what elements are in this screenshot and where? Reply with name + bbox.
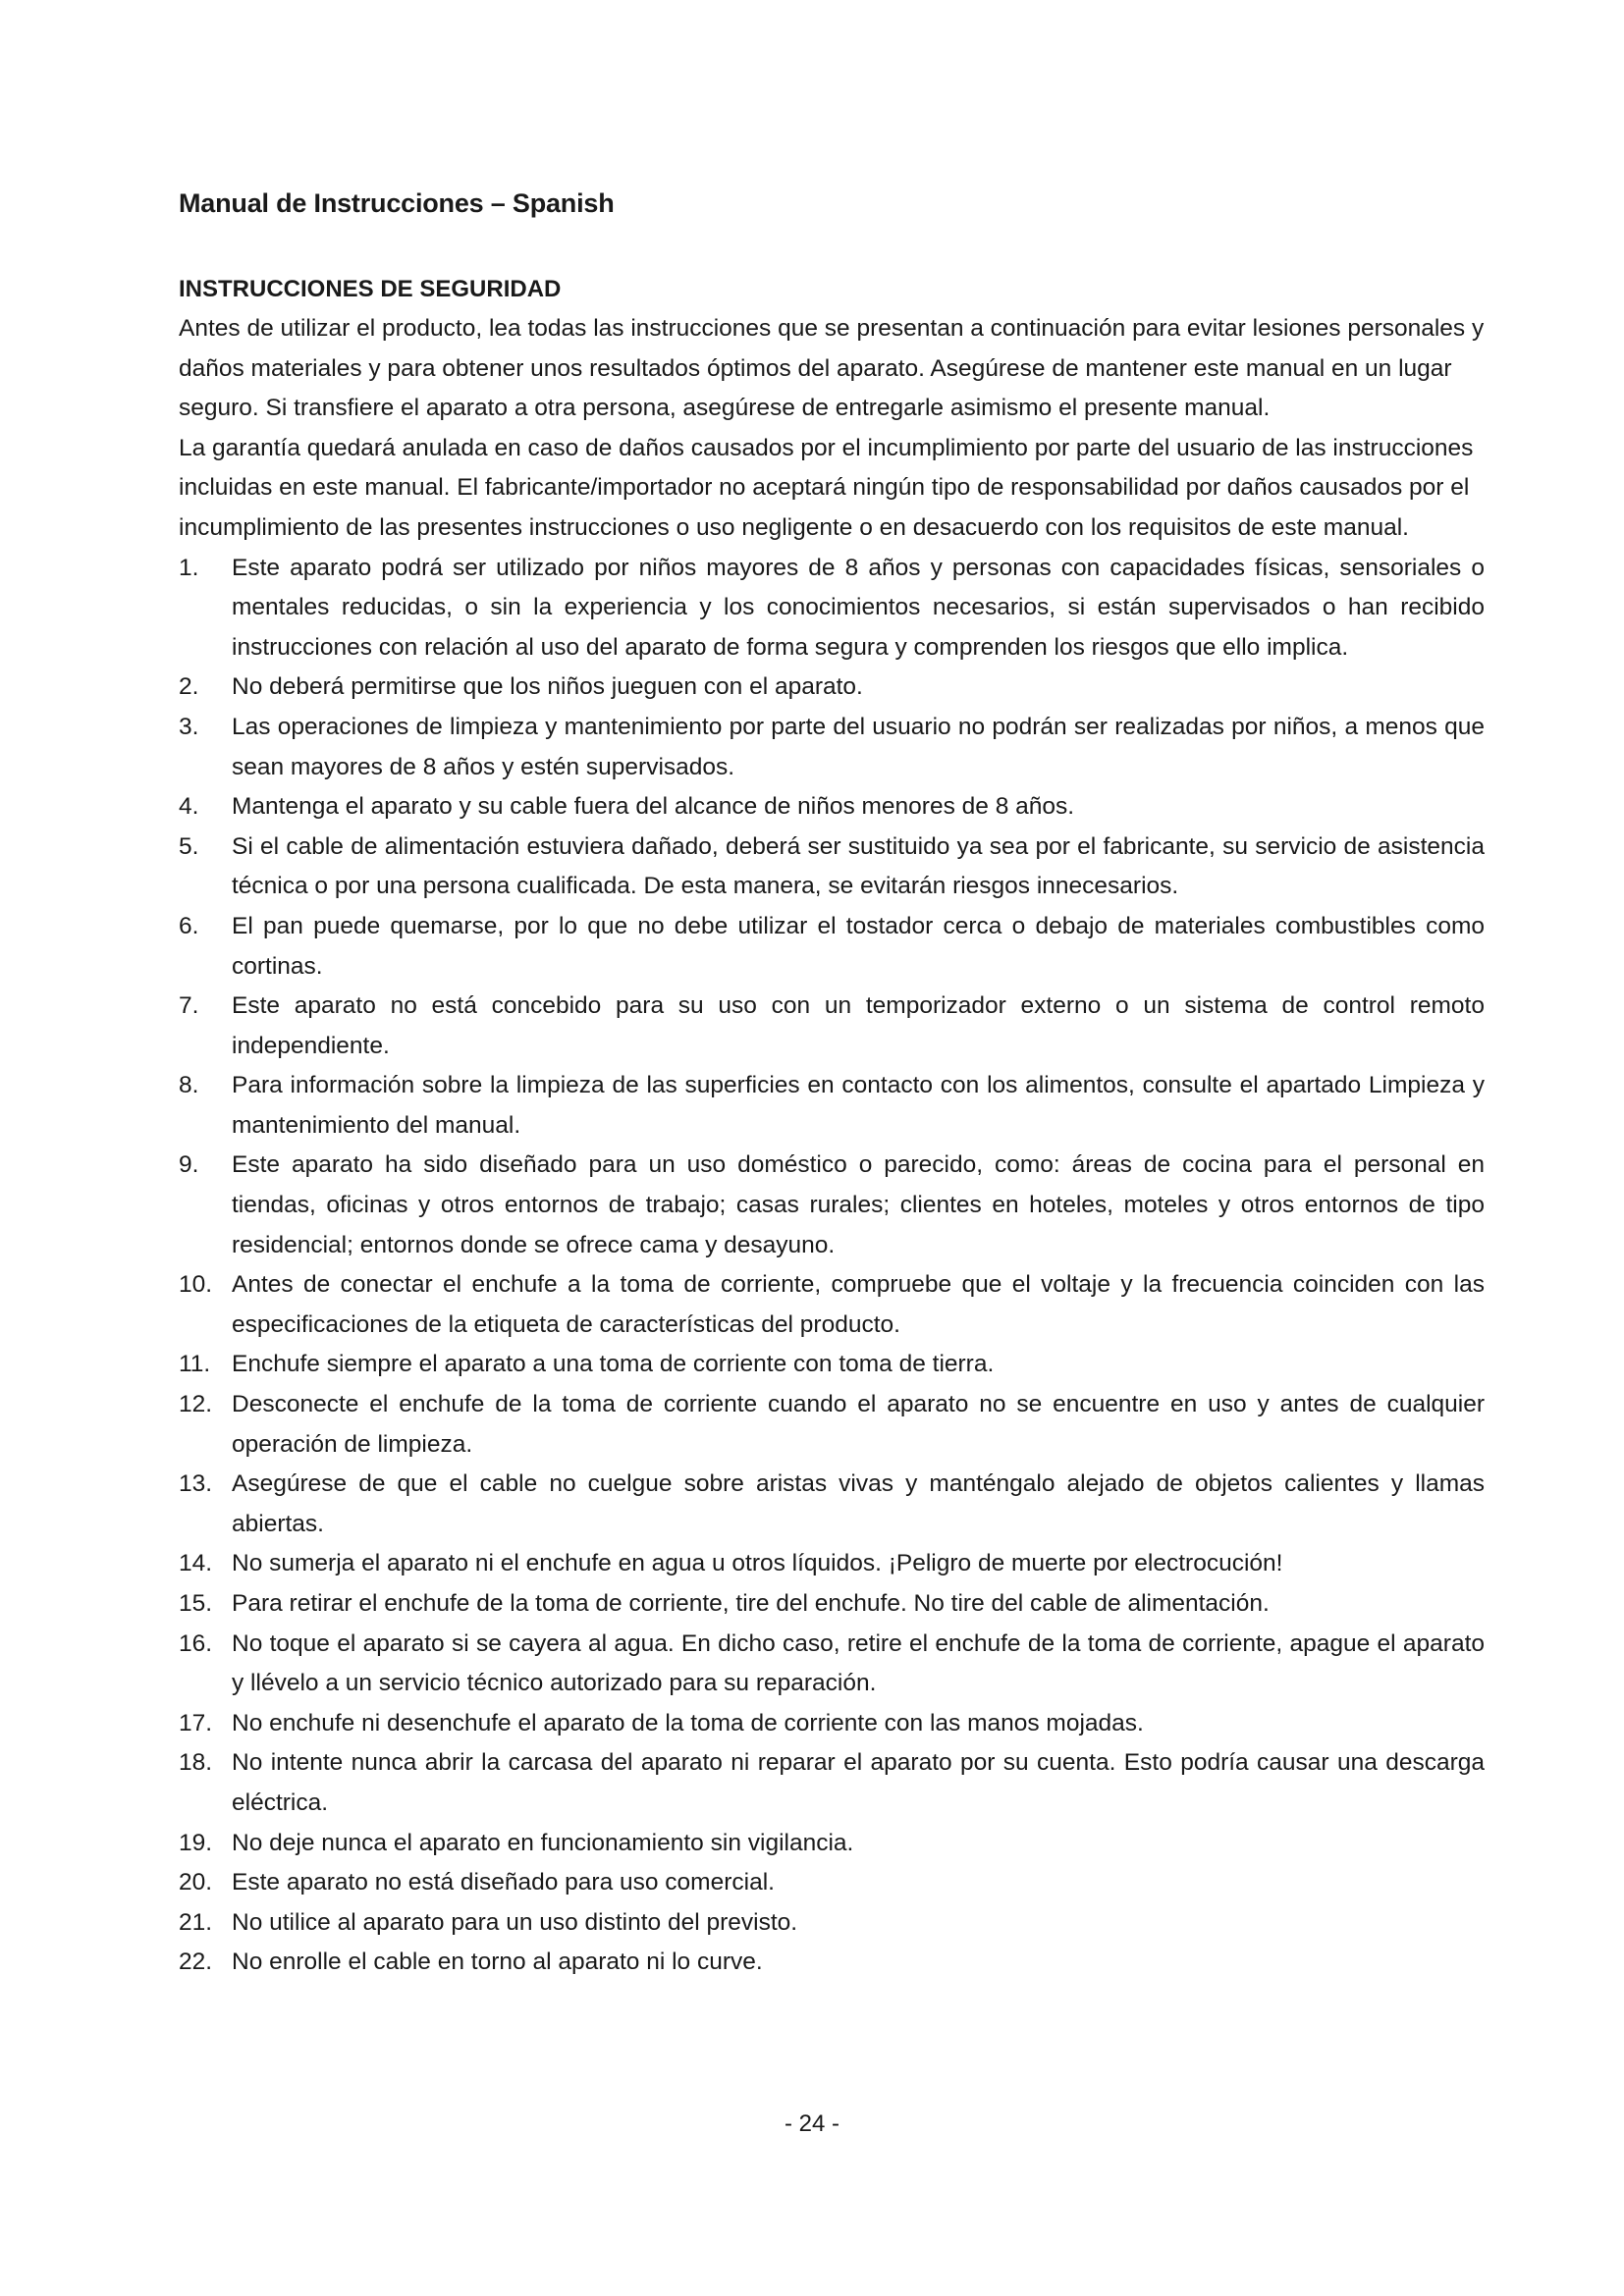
list-item [179, 1704, 1485, 1744]
list-item [179, 787, 1485, 828]
item-number: 10. [179, 1271, 213, 1299]
item-text: No enrolle el cable en torno al aparato ni lo curve. [232, 1949, 763, 1976]
item-number: 19. [179, 1829, 213, 1856]
list-item [179, 1544, 1485, 1584]
item-text: Para información sobre la limpieza de las superficies en contacto con los alimentos, consulte el apartado Limpieza y mantenimiento del manual. [232, 1072, 1485, 1139]
item-number: 17. [179, 1709, 213, 1736]
document-title: Manual de Instrucciones – Spanish [179, 188, 615, 218]
item-text: Este aparato no está concebido para su uso con un temporizador externo o un sistema de control remoto independiente. [232, 992, 1485, 1059]
item-number: 5. [179, 832, 199, 860]
safety-instructions-list [179, 549, 1485, 1983]
item-number: 14. [179, 1550, 213, 1577]
list-item [179, 1863, 1485, 1903]
intro-paragraph: Antes de utilizar el producto, lea todas las instrucciones que se presentan a continuación para evitar lesiones personales y daños materiales y para obtener unos resultados óptimos del aparato. Asegúrese de mantener este manual en un lugar seguro. Si transfiere el aparato a otra persona, asegúrese de entregarle asimismo el presente manual. [179, 315, 1485, 422]
item-number: 2. [179, 673, 199, 701]
list-item [179, 987, 1485, 1066]
item-text: No intente nunca abrir la carcasa del aparato ni reparar el aparato por su cuenta. Esto podría causar una descarga eléctrica. [232, 1749, 1485, 1816]
item-number: 12. [179, 1391, 213, 1418]
list-item [179, 708, 1485, 787]
item-number: 16. [179, 1629, 213, 1657]
item-number: 3. [179, 713, 199, 740]
list-item [179, 667, 1485, 708]
item-number: 8. [179, 1072, 199, 1099]
item-text: Si el cable de alimentación estuviera dañado, deberá ser sustituido ya sea por el fabricante, su servicio de asistencia técnica o por una persona cualificada. De esta manera, se evitarán riesgos innecesarios. [232, 832, 1485, 900]
item-number: 6. [179, 912, 199, 939]
list-item [179, 1345, 1485, 1385]
item-number: 1. [179, 554, 199, 581]
page-number: - 24 - [784, 2110, 839, 2137]
item-text: No deje nunca el aparato en funcionamiento sin vigilancia. [232, 1829, 854, 1856]
item-text: No deberá permitirse que los niños jueguen con el aparato. [232, 673, 863, 701]
list-item [179, 1265, 1485, 1345]
item-text: No sumerja el aparato ni el enchufe en agua u otros líquidos. ¡Peligro de muerte por electrocución! [232, 1550, 1283, 1577]
item-number: 4. [179, 793, 199, 821]
item-number: 15. [179, 1590, 213, 1617]
item-number: 22. [179, 1949, 213, 1976]
item-text: Para retirar el enchufe de la toma de corriente, tire del enchufe. No tire del cable de alimentación. [232, 1590, 1270, 1617]
section-heading: INSTRUCCIONES DE SEGURIDAD [179, 276, 562, 302]
warranty-paragraph: La garantía quedará anulada en caso de daños causados por el incumplimiento por parte del usuario de las instrucciones incluidas en este manual. El fabricante/importador no aceptará ningún tipo de responsabilidad por daños causados por el incumplimiento de las presentes instrucciones o uso negligente o en desacuerdo con los requisitos de este manual. [179, 434, 1474, 541]
item-text: Mantenga el aparato y su cable fuera del alcance de niños menores de 8 años. [232, 793, 1075, 821]
item-text: Asegúrese de que el cable no cuelgue sobre aristas vivas y manténgalo alejado de objetos calientes y llamas abiertas. [232, 1470, 1485, 1537]
list-item [179, 1066, 1485, 1146]
item-number: 11. [179, 1351, 211, 1378]
list-item [179, 1943, 1485, 1983]
list-item [179, 549, 1485, 668]
item-text: Antes de conectar el enchufe a la toma de corriente, compruebe que el voltaje y la frecuencia coinciden con las especificaciones de la etiqueta de características del producto. [232, 1271, 1485, 1338]
item-number: 18. [179, 1749, 213, 1777]
item-number: 7. [179, 992, 199, 1020]
document-page [179, 188, 1485, 1983]
list-item [179, 1146, 1485, 1265]
item-text: Este aparato no está diseñado para uso comercial. [232, 1869, 775, 1896]
list-item [179, 1824, 1485, 1864]
item-number: 13. [179, 1470, 213, 1498]
list-item [179, 1465, 1485, 1544]
list-item [179, 1385, 1485, 1465]
item-text: No enchufe ni desenchufe el aparato de la toma de corriente con las manos mojadas. [232, 1709, 1144, 1736]
list-item [179, 1743, 1485, 1823]
item-number: 21. [179, 1908, 213, 1936]
list-item [179, 1584, 1485, 1625]
list-item [179, 1625, 1485, 1704]
item-text: Desconecte el enchufe de la toma de corriente cuando el aparato no se encuentre en uso y antes de cualquier operación de limpieza. [232, 1391, 1485, 1458]
item-text: Enchufe siempre el aparato a una toma de corriente con toma de tierra. [232, 1351, 995, 1378]
list-item [179, 1903, 1485, 1944]
list-item [179, 907, 1485, 987]
item-text: No utilice al aparato para un uso distinto del previsto. [232, 1908, 798, 1936]
item-number: 20. [179, 1869, 213, 1896]
item-text: Este aparato podrá ser utilizado por niños mayores de 8 años y personas con capacidades físicas, sensoriales o mentales reducidas, o sin la experiencia y los conocimientos necesarios, si están supervisados o han recibido instrucciones con relación al uso del aparato de forma segura y comprenden los riesgos que ello implica. [232, 554, 1485, 661]
item-text: Las operaciones de limpieza y mantenimiento por parte del usuario no podrán ser realizadas por niños, a menos que sean mayores de 8 años y estén supervisados. [232, 713, 1485, 780]
list-item [179, 828, 1485, 907]
item-number: 9. [179, 1151, 199, 1179]
item-text: No toque el aparato si se cayera al agua. En dicho caso, retire el enchufe de la toma de corriente, apague el aparato y llévelo a un servicio técnico autorizado para su reparación. [232, 1629, 1485, 1697]
item-text: Este aparato ha sido diseñado para un uso doméstico o parecido, como: áreas de cocina para el personal en tiendas, oficinas y otros entornos de trabajo; casas rurales; clientes en hoteles, moteles y otros entornos de tipo residencial; entornos donde se ofrece cama y desayuno. [232, 1151, 1485, 1258]
item-text: El pan puede quemarse, por lo que no debe utilizar el tostador cerca o debajo de materiales combustibles como cortinas. [232, 912, 1485, 980]
